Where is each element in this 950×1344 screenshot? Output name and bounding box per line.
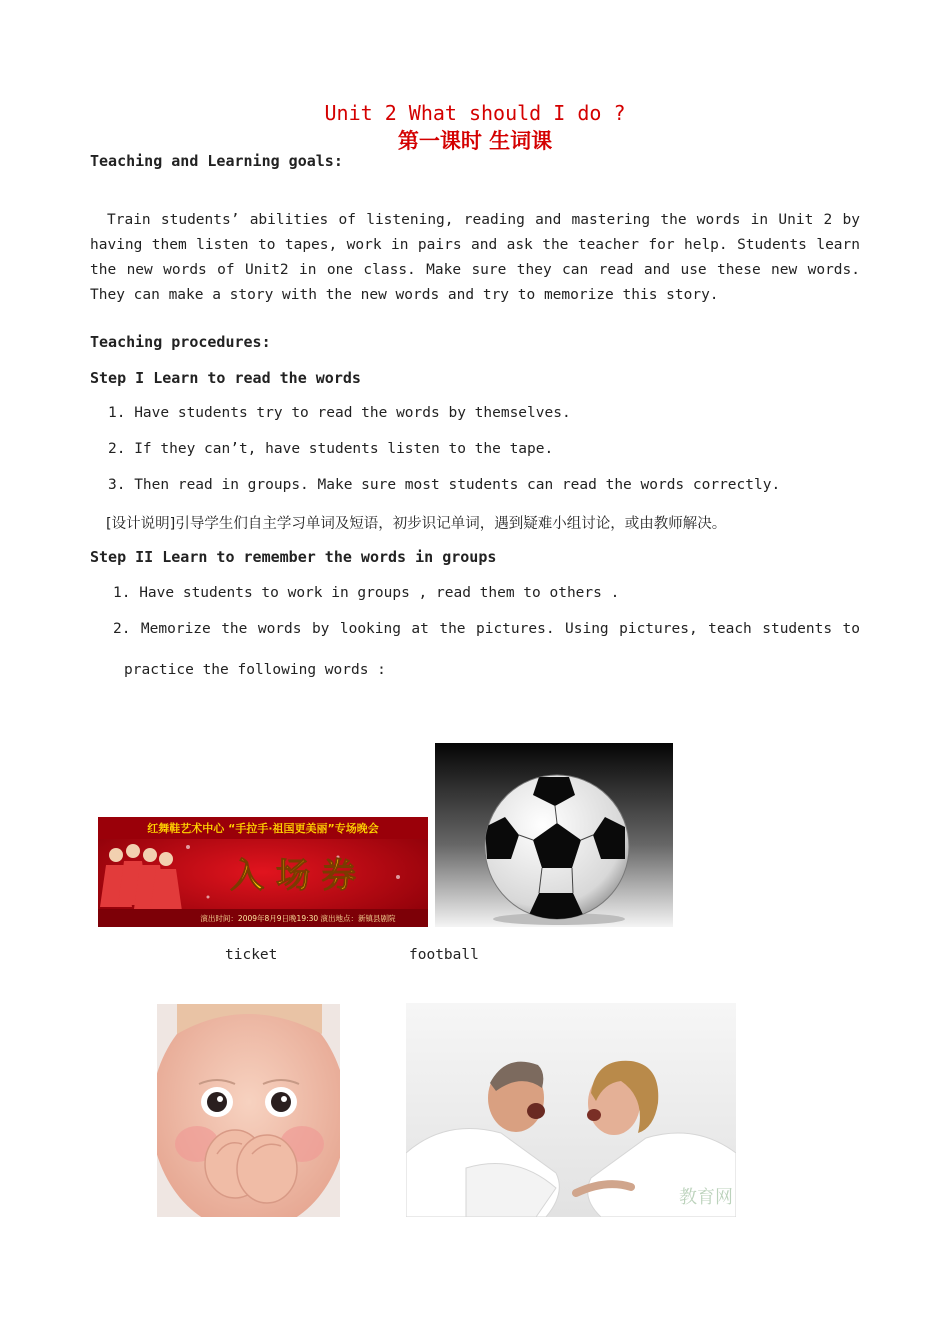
procedures-heading: Teaching procedures:	[90, 333, 271, 351]
arguing-couple-image	[406, 1003, 736, 1217]
page-title: Unit 2 What should I do ?	[324, 101, 626, 125]
step2-heading: Step II Learn to remember the words in groups	[90, 548, 497, 566]
step1-item-3: 3. Then read in groups. Make sure most students can read the words correctly.	[108, 477, 781, 493]
baby-image	[157, 1004, 340, 1217]
goals-heading: Teaching and Learning goals:	[90, 152, 343, 170]
watermark-logo: 教育网	[679, 1187, 733, 1208]
step1-item-1: 1. Have students try to read the words by themselves.	[108, 405, 571, 421]
caption-football: football	[409, 947, 479, 963]
ticket-top-text: 红舞鞋艺术中心 “手拉手·祖国更美丽”专场晚会	[147, 822, 379, 835]
ticket-bottom-text: 演出时间：2009年8月9日晚19:30 演出地点：新镇县剧院	[200, 914, 396, 923]
step1-heading: Step I Learn to read the words	[90, 369, 361, 387]
step2-item-1: 1. Have students to work in groups , read them to others .	[113, 585, 620, 601]
design-note: [设计说明]引导学生们自主学习单词及短语，初步识记单词，遇到疑难小组讨论，或由教师解决。	[106, 516, 727, 532]
ticket-main-text: 入 场 券	[230, 856, 356, 896]
step2-item-2: 2. Memorize the words by looking at the pictures. Using pictures, teach students to	[113, 621, 860, 637]
page-subtitle: 第一课时 生词课	[397, 129, 553, 153]
goals-paragraph: Train students’ abilities of listening, reading and mastering the words in Unit 2 by having them listen to tapes, work in pairs and ask the teacher for help. Students learn the new words of Unit2 in one class. Make sure they can read and use these new words. They can make a story with the new words and try to memorize this story.	[90, 212, 860, 303]
step2-item-2-cont: practice the following words :	[124, 662, 386, 678]
step1-item-2: 2. If they can’t, have students listen to the tape.	[108, 441, 554, 457]
ticket-image	[98, 817, 428, 927]
football-image	[435, 743, 673, 927]
caption-ticket: ticket	[225, 947, 278, 963]
